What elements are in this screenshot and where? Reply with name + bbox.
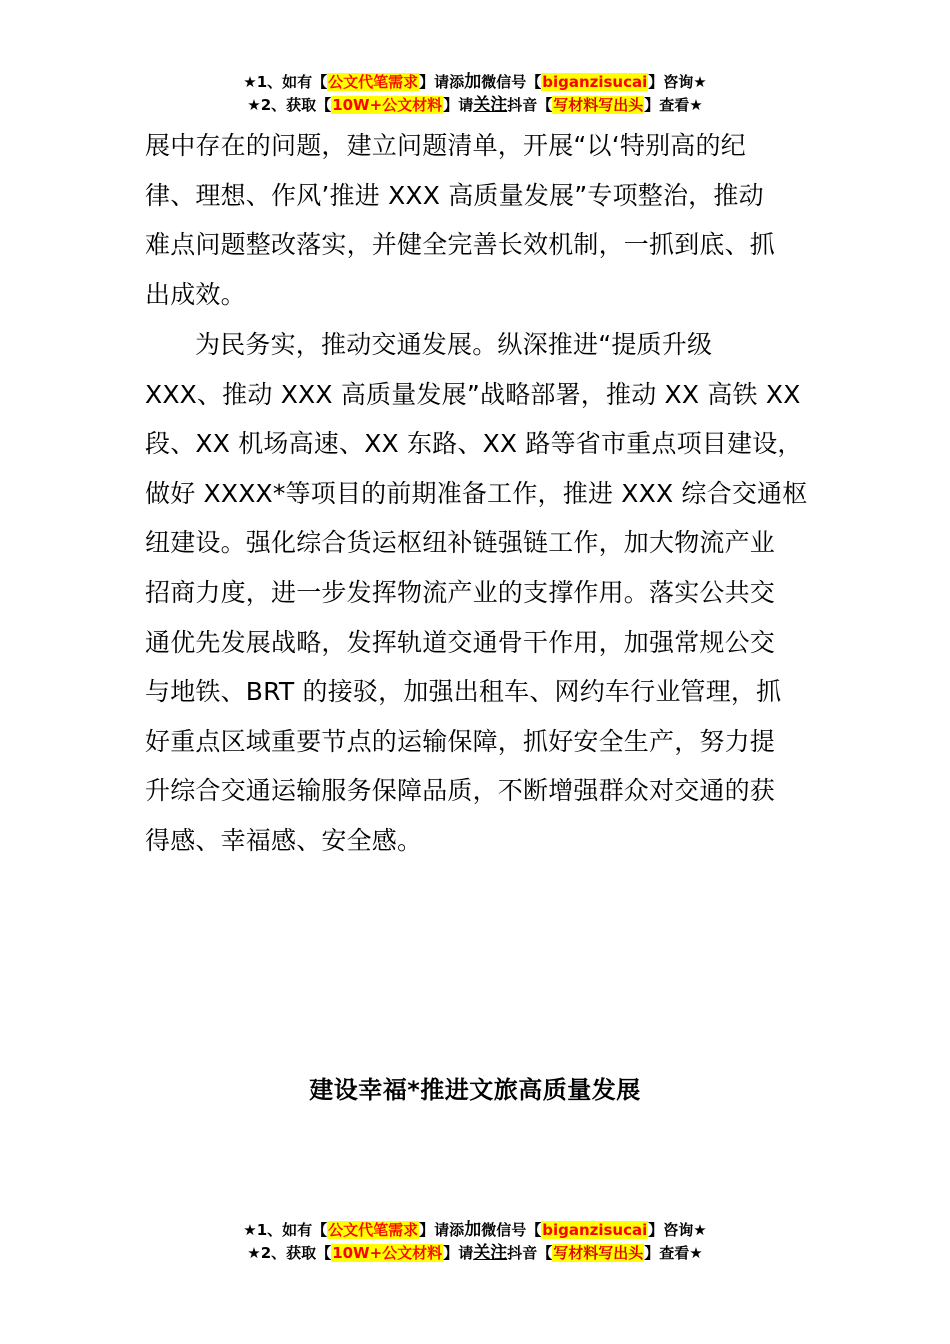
text-line: 展中存在的问题，建立问题清单，开展“以‘特别高的纪 [145, 131, 746, 160]
banner-text: 】请 [443, 1244, 474, 1262]
banner-wechat-id: biganzisucai [542, 73, 648, 91]
banner-text: 】查看★ [644, 96, 703, 114]
text-line: 好重点区域重要节点的运输保障，抓好安全生产，努力提 [145, 726, 776, 756]
text-line: 为民务实，推动交通发展。纵深推进“提质升级 [195, 330, 713, 359]
banner-douyin-id: 写材料写出头 [553, 96, 644, 114]
banner-line-2 [0, 1242, 950, 1265]
text-line: 律、理想、作风’推进 XXX 高质量发展”专项整治，推动 [145, 180, 764, 210]
footer-banner [0, 1219, 950, 1265]
banner-text: 】请 [443, 96, 474, 114]
banner-highlight: 公文代笔需求 [328, 73, 419, 91]
banner-line-2 [0, 94, 950, 117]
banner-emphasis: 关注 [473, 95, 508, 115]
text-line: 段、XX 机场高速、XX 东路、XX 路等省市重点项目建设， [145, 429, 803, 459]
banner-line-1 [0, 1219, 950, 1242]
banner-text: 微信号【 [481, 73, 542, 91]
banner-emphasis: 关注 [473, 1243, 508, 1263]
header-banner [0, 71, 950, 117]
banner-text: 】请添 [419, 1221, 465, 1239]
banner-line-1 [0, 71, 950, 94]
text-line: 难点问题整改落实，并健全完善长效机制，一抓到底、抓 [145, 230, 776, 260]
banner-text: ★1、如有【 [243, 73, 328, 91]
banner-emphasis: 加 [464, 1220, 482, 1240]
banner-text: 】查看★ [644, 1244, 703, 1262]
section-title: 建设幸福*推进文旅高质量发展 [309, 1076, 641, 1104]
banner-text: 微信号【 [481, 1221, 542, 1239]
paragraph-continued [145, 121, 807, 319]
banner-text: 抖音【 [507, 1244, 553, 1262]
banner-text: 抖音【 [507, 96, 553, 114]
text-line: 纽建设。强化综合货运枢纽补链强链工作，加大物流产业 [145, 528, 776, 558]
banner-douyin-id: 写材料写出头 [553, 1244, 644, 1262]
banner-text: ★1、如有【 [243, 1221, 328, 1239]
text-line: 升综合交通运输服务保障品质，不断增强群众对交通的获 [145, 776, 776, 806]
banner-highlight: 10W+公文材料 [332, 1244, 443, 1262]
text-line: 出成效。 [145, 279, 246, 309]
banner-text: ★2、获取【 [247, 1244, 332, 1262]
banner-highlight: 10W+公文材料 [332, 96, 443, 114]
banner-text: 】咨询★ [648, 73, 707, 91]
banner-text: ★2、获取【 [247, 96, 332, 114]
banner-emphasis: 加 [464, 72, 482, 92]
banner-wechat-id: biganzisucai [542, 1221, 648, 1239]
banner-text: 】咨询★ [648, 1221, 707, 1239]
banner-highlight: 公文代笔需求 [328, 1221, 419, 1239]
text-line: 招商力度，进一步发挥物流产业的支撑作用。落实公共交 [145, 577, 776, 607]
text-line: XXX、推动 XXX 高质量发展”战略部署，推动 XX 高铁 XX [145, 379, 801, 409]
text-line: 通优先发展战略，发挥轨道交通骨干作用，加强常规公交 [145, 627, 776, 657]
text-line: 得感、幸福感、安全感。 [145, 825, 423, 855]
text-line: 做好 XXXX*等项目的前期准备工作，推进 XXX 综合交通枢 [145, 478, 808, 508]
text-line: 与地铁、BRT 的接驳，加强出租车、网约车行业管理，抓 [145, 677, 782, 707]
paragraph-transport [145, 320, 807, 866]
banner-text: 】请添 [419, 73, 465, 91]
